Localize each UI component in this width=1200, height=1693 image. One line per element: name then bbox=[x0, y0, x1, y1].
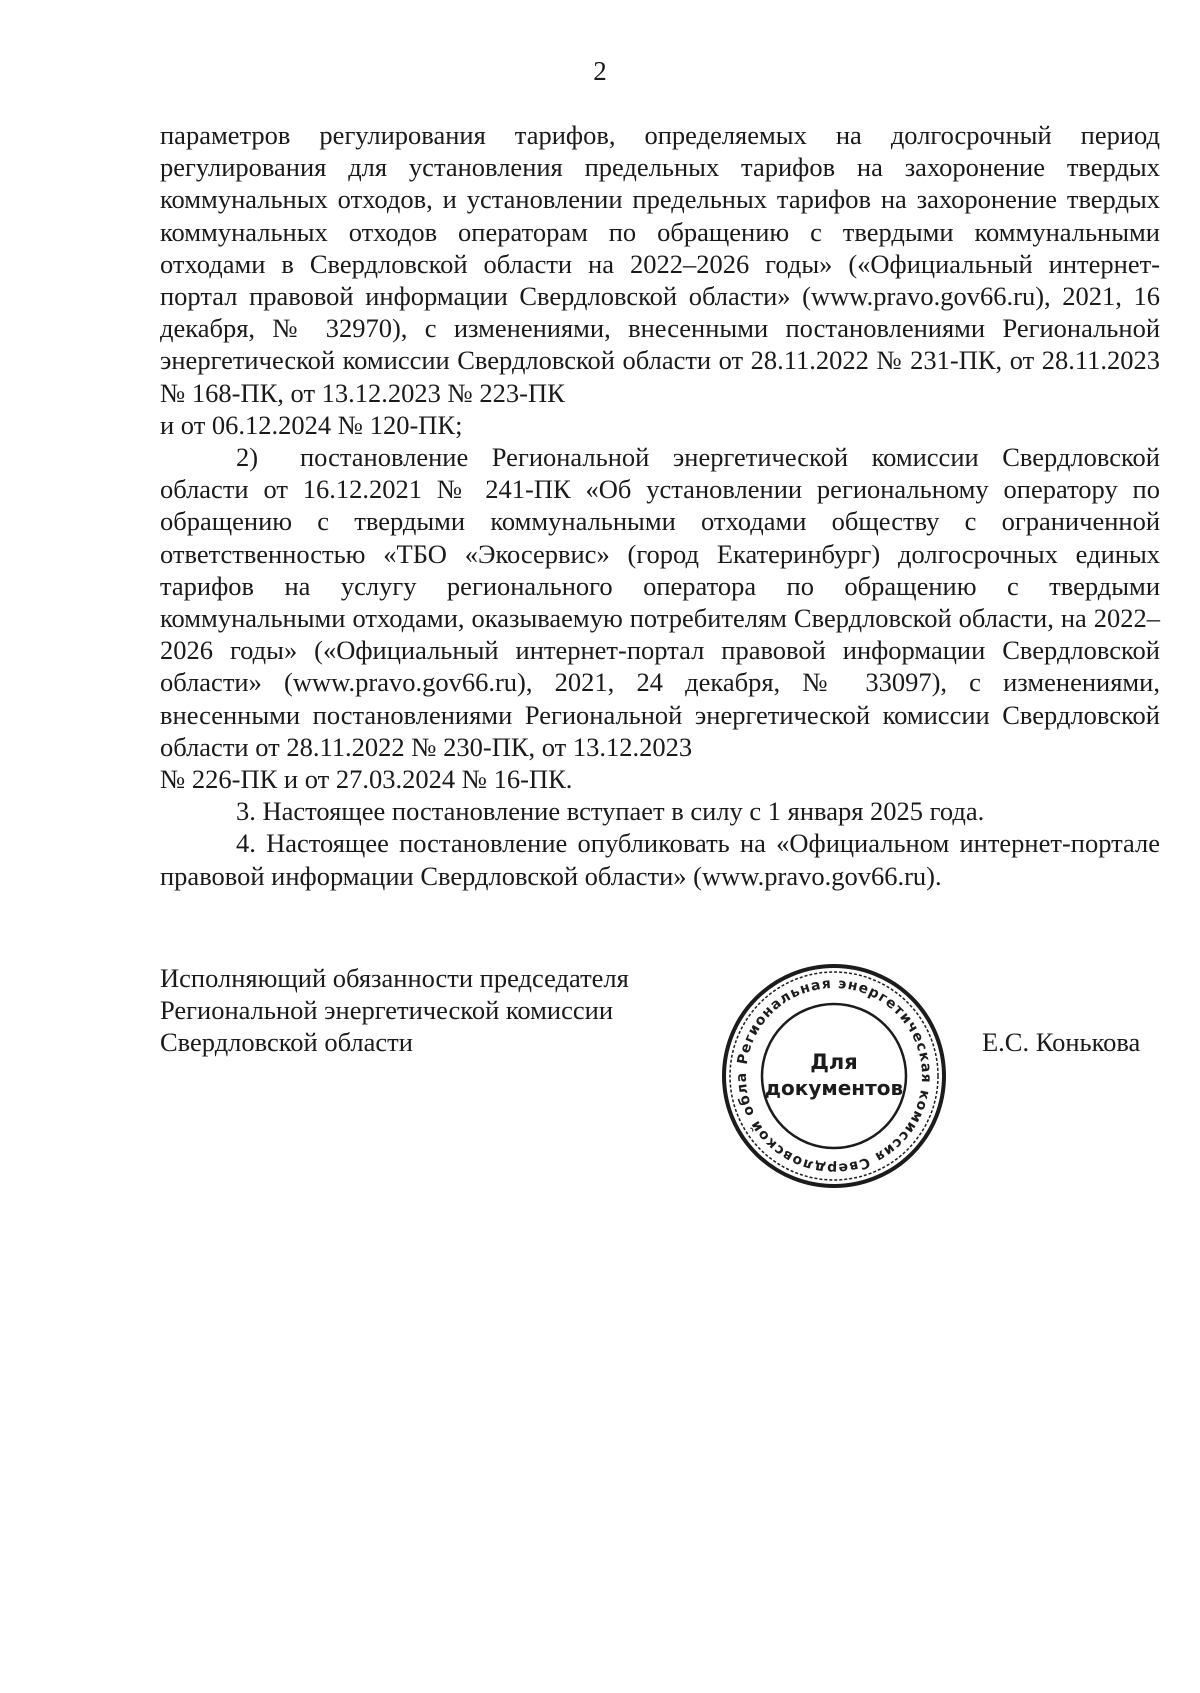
paragraph-1: параметров регулирования тарифов, определяемых на долгосрочный период регулирования для установления предельных тарифов на захоронение твердых коммунальных отходов, и установлении предельных тарифов на захоронение твердых коммунальных отходов операторам по обращению с твердыми коммунальными отходами в Свердловской области на 2022–2026 годы» («Официальный интернет-портал правовой информации Свердловской области» (www.pravo.gov66.ru), 2021, 16 декабря, № 32970), с изменениями, внесенными постановлениями Региональной энергетической комиссии Свердловской области от 28.11.2022 № 231-ПК, от 28.11.2023 № 168-ПК, от 13.12.2023 № 223-ПК bbox=[160, 120, 1160, 408]
signatory-position-line: Исполняющий обязанности председателя bbox=[160, 963, 629, 993]
stamp-ring-text: Региональная энергетическая комиссия Свердловской обла bbox=[733, 975, 935, 1177]
paragraph-3: 3. Настоящее постановление вступает в силу с 1 января 2025 года. bbox=[236, 796, 985, 827]
paragraph-2 bbox=[160, 441, 1160, 763]
paragraph-4: 4. Настоящее постановление опубликовать на «Официальном интернет-портале правовой информации Свердловской области» (www.pravo.gov66.ru). bbox=[160, 828, 1160, 891]
paragraph-2-last-line: № 226-ПК и от 27.03.2024 № 16-ПК. bbox=[160, 764, 573, 795]
paragraph-1-last-line: и от 06.12.2024 № 120-ПК; bbox=[160, 409, 463, 440]
signatory-position bbox=[160, 962, 629, 1059]
signatory-position-line: Региональной энергетической комиссии bbox=[160, 995, 613, 1026]
signatory-name: Е.С. Конькова bbox=[982, 1027, 1141, 1057]
document-body bbox=[160, 119, 1160, 892]
stamp-center-line-2: документов bbox=[764, 1076, 904, 1100]
stamp-center-line-1: Для bbox=[810, 1050, 858, 1074]
list-item-text: постановление Региональной энергетической комиссии Свердловской области от 16.12.2021 № 241-ПК «Об установлении региональному оператору по обращению с твердыми коммунальными отходами обществу с ограниченной ответственностью «ТБО «Экосервис» (город Екатеринбург) долгосрочных единых тарифов на услугу регионального оператора по обращению с твердыми коммунальными отходами, оказываемую потребителям Свердловской области, на 2022–2026 годы» («Официальный интернет-портал правовой информации Свердловской области» (www.pravo.gov66.ru), 2021, 24 декабря, № 33097), с изменениями, внесенными постановлениями Региональной энергетической комиссии Свердловской области от 28.11.2022 № 230-ПК, от 13.12.2023 bbox=[160, 442, 1160, 762]
official-stamp bbox=[718, 960, 950, 1192]
signatory-position-line: Свердловской области bbox=[160, 1027, 413, 1058]
list-item-number: 2) bbox=[236, 442, 259, 473]
page-number: 2 bbox=[593, 56, 607, 86]
